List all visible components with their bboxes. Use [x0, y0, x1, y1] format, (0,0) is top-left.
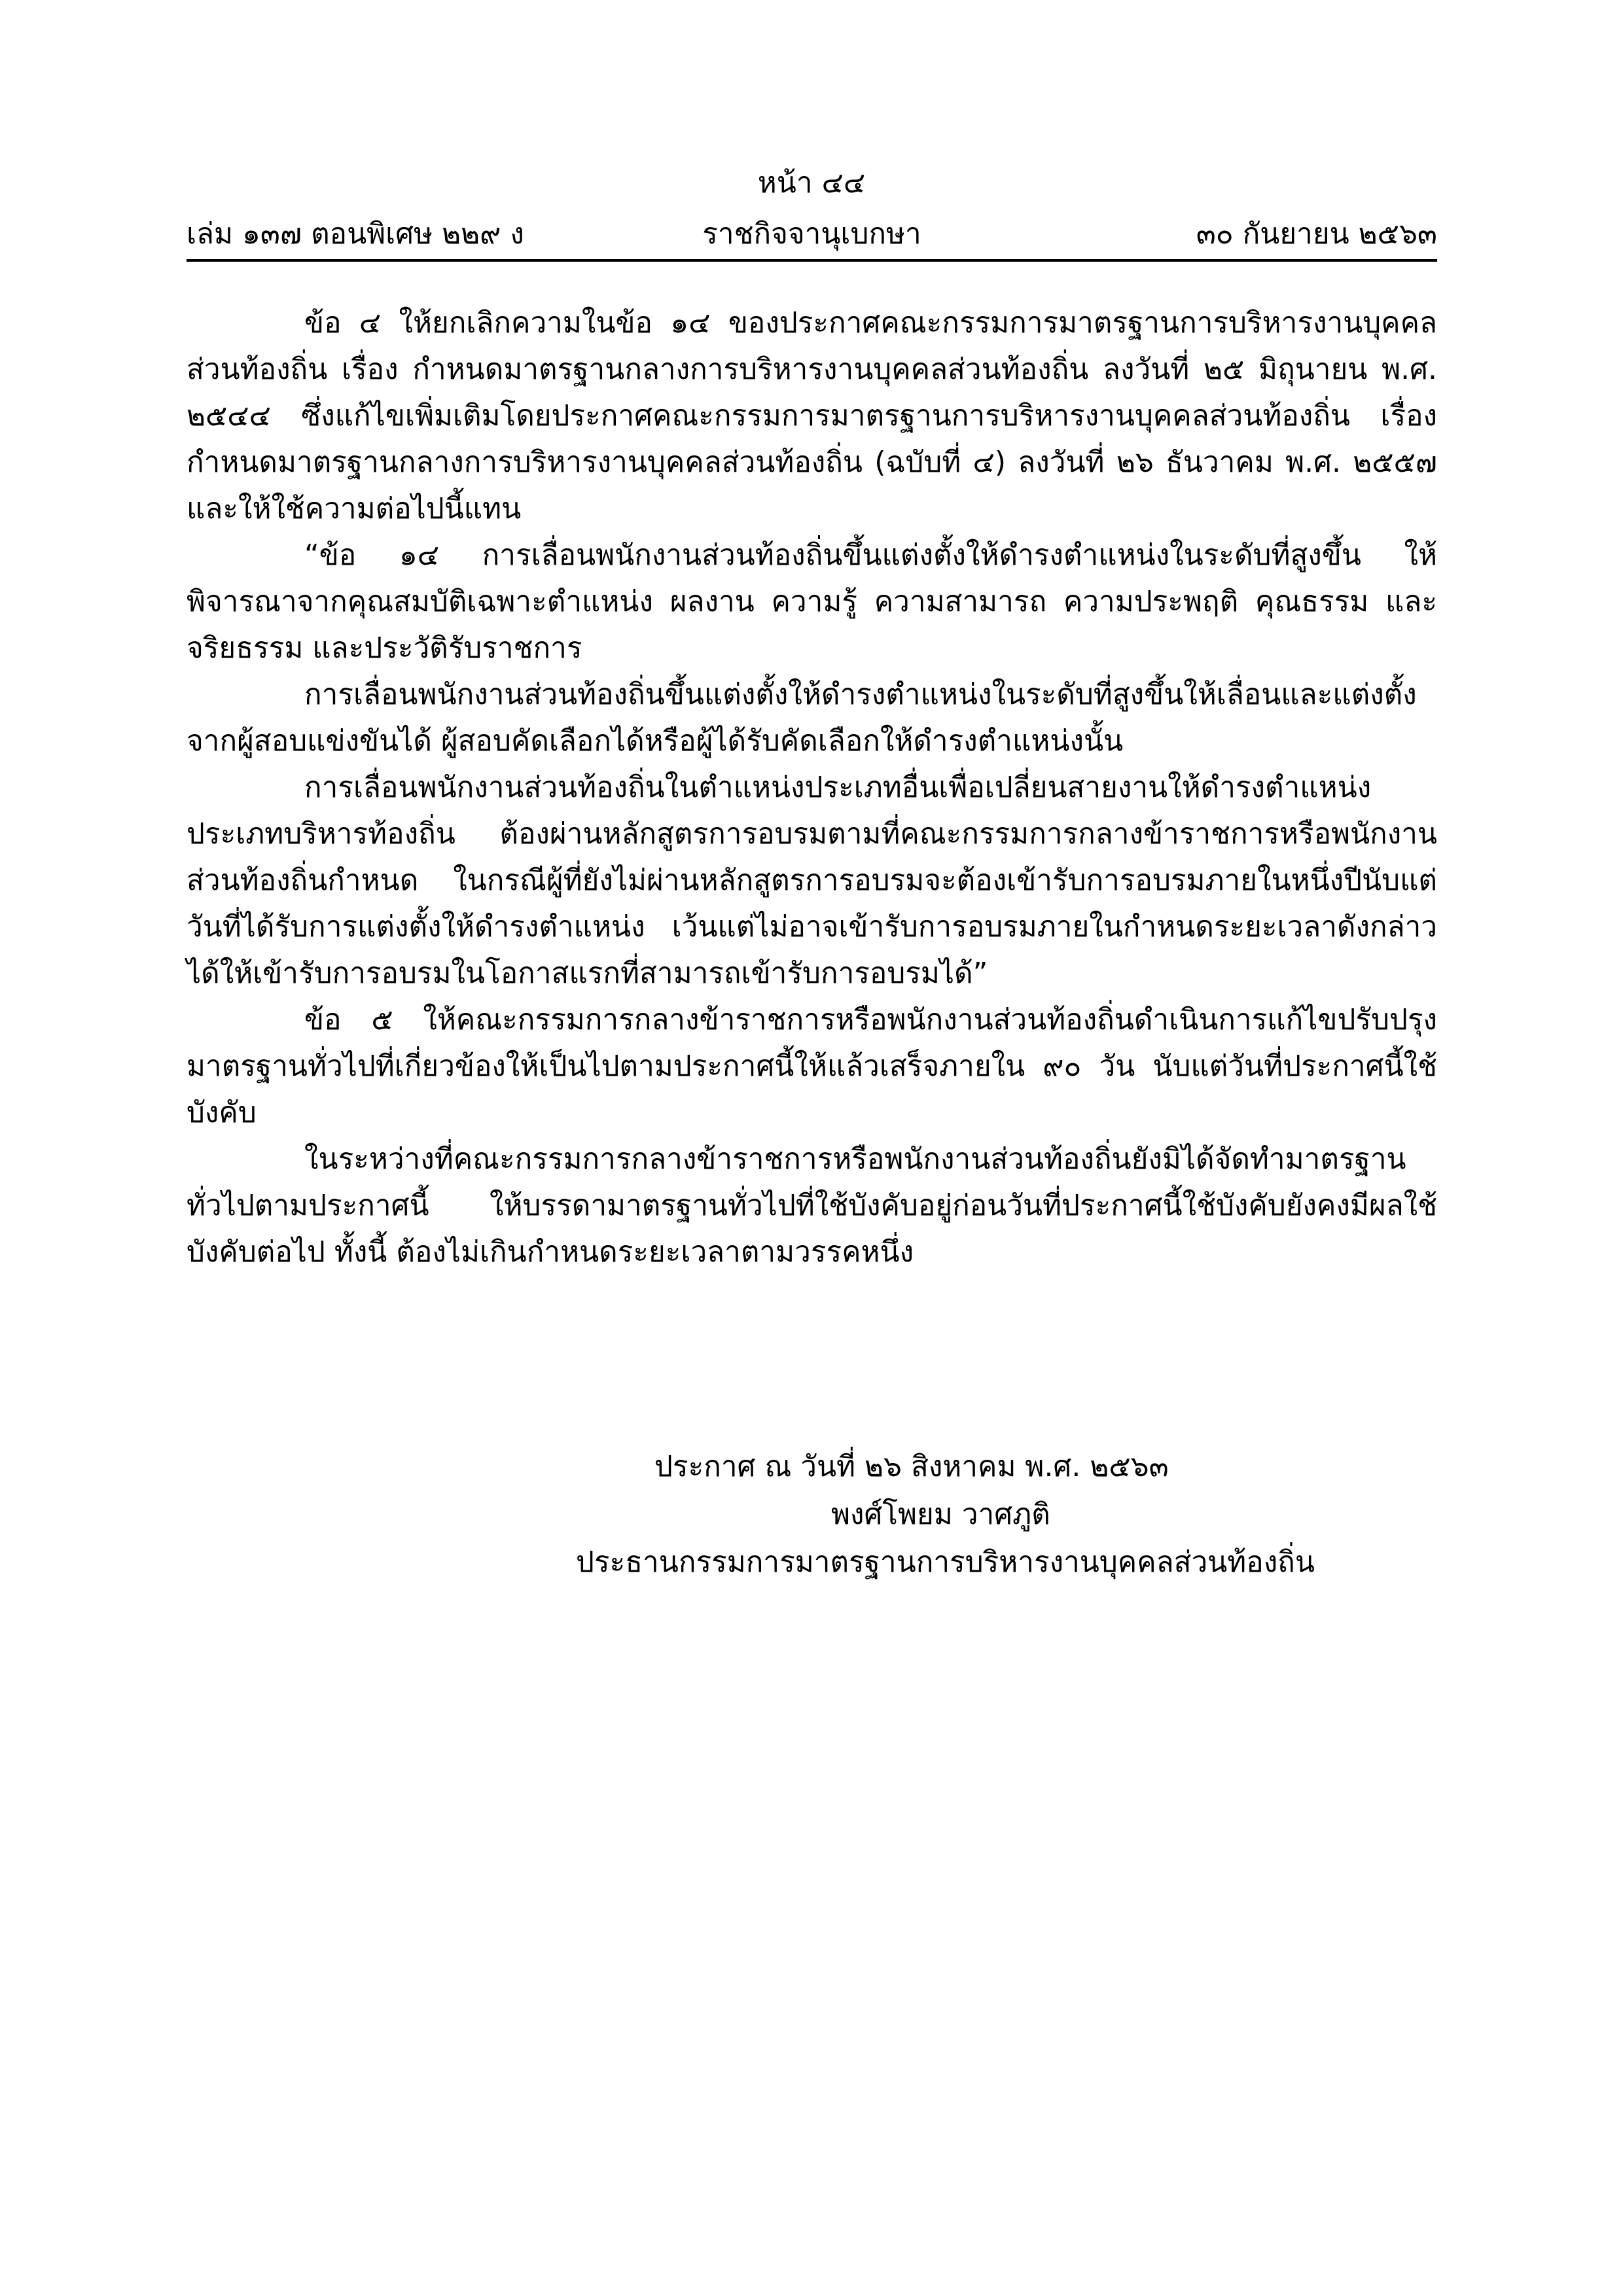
signatory-name: พงศ์โพยม วาศภูติ [831, 1498, 1050, 1531]
paragraph-promotion-rule: การเลื่อนพนักงานส่วนท้องถิ่นขึ้นแต่งตั้งให้ดำรงตำแหน่งในระดับที่สูงขึ้นให้เลื่อนและแต่งตั้งจากผู้สอบแข่งขันได้ ผู้สอบคัดเลือกได้หรือผู้ได้รับคัดเลือกให้ดำรงตำแหน่งนั้น [187, 678, 1417, 758]
header-divider [187, 259, 1437, 262]
paragraph-clause-5: ข้อ ๕ ให้คณะกรรมการกลางข้าราชการหรือพนักงานส่วนท้องถิ่นดำเนินการแก้ไขปรับปรุงมาตรฐานทั่วไปที่เกี่ยวข้องให้เป็นไปตามประกาศนี้ให้แล้วเสร็จภายใน ๙๐ วัน นับแต่วันที่ประกาศนี้ใช้บังคับ [187, 1003, 1437, 1129]
volume-issue: เล่ม ๑๓๗ ตอนพิเศษ ๒๒๙ ง [187, 217, 524, 251]
publication-date: ๓๐ กันยายน ๒๕๖๓ [1196, 217, 1437, 251]
announcement-body [187, 300, 1437, 1275]
announcement-date: ประกาศ ณ วันที่ ๒๖ สิงหาคม พ.ศ. ๒๕๖๓ [654, 1450, 1169, 1483]
paragraph-clause-4: ข้อ ๔ ให้ยกเลิกความในข้อ ๑๔ ของประกาศคณะกรรมการมาตรฐานการบริหารงานบุคคลส่วนท้องถิ่น เรื่อง กำหนดมาตรฐานกลางการบริหารงานบุคคลส่วนท้องถิ่น ลงวันที่ ๒๕ มิถุนายน พ.ศ. ๒๕๔๔ ซึ่งแก้ไขเพิ่มเติมโดยประกาศคณะกรรมการมาตรฐานการบริหารงานบุคคลส่วนท้องถิ่น เรื่อง กำหนดมาตรฐานกลางการบริหารงานบุคคลส่วนท้องถิ่น (ฉบับที่ ๔) ลงวันที่ ๒๖ ธันวาคม พ.ศ. ๒๕๕๗ และให้ใช้ความต่อไปนี้แทน [187, 306, 1437, 525]
gazette-header [187, 213, 1437, 256]
paragraph-transition: ในระหว่างที่คณะกรรมการกลางข้าราชการหรือพนักงานส่วนท้องถิ่นยังมิได้จัดทำมาตรฐานทั่วไปตามประกาศนี้ ให้บรรดามาตรฐานทั่วไปที่ใช้บังคับอยู่ก่อนวันที่ประกาศนี้ใช้บังคับยังคงมีผลใช้บังคับต่อไป ทั้งนี้ ต้องไม่เกินกำหนดระยะเวลาตามวรรคหนึ่ง [187, 1142, 1437, 1269]
publication-name: ราชกิจจานุเบกษา [702, 217, 921, 251]
paragraph-training-rule: การเลื่อนพนักงานส่วนท้องถิ่นในตำแหน่งประเภทอื่นเพื่อเปลี่ยนสายงานให้ดำรงตำแหน่งประเภทบริหารท้องถิ่น ต้องผ่านหลักสูตรการอบรมตามที่คณะกรรมการกลางข้าราชการหรือพนักงานส่วนท้องถิ่นกำหนด ในกรณีผู้ที่ยังไม่ผ่านหลักสูตรการอบรมจะต้องเข้ารับการอบรมภายในหนึ่งปีนับแต่วันที่ได้รับการแต่งตั้งให้ดำรงตำแหน่ง เว้นแต่ไม่อาจเข้ารับการอบรมภายในกำหนดระยะเวลาดังกล่าวได้ให้เข้ารับการอบรมในโอกาสแรกที่สามารถเข้ารับการอบรมได้” [187, 771, 1437, 990]
paragraph-clause-14: “ข้อ ๑๔ การเลื่อนพนักงานส่วนท้องถิ่นขึ้นแต่งตั้งให้ดำรงตำแหน่งในระดับที่สูงขึ้น ให้พิจารณาจากคุณสมบัติเฉพาะตำแหน่ง ผลงาน ความรู้ ความสามารถ ความประพฤติ คุณธรรม และจริยธรรม และประวัติรับราชการ [187, 539, 1437, 665]
page-number: หน้า ๔๔ [757, 166, 866, 200]
signatory-title: ประธานกรรมการมาตรฐานการบริหารงานบุคคลส่วนท้องถิ่น [576, 1545, 1315, 1579]
